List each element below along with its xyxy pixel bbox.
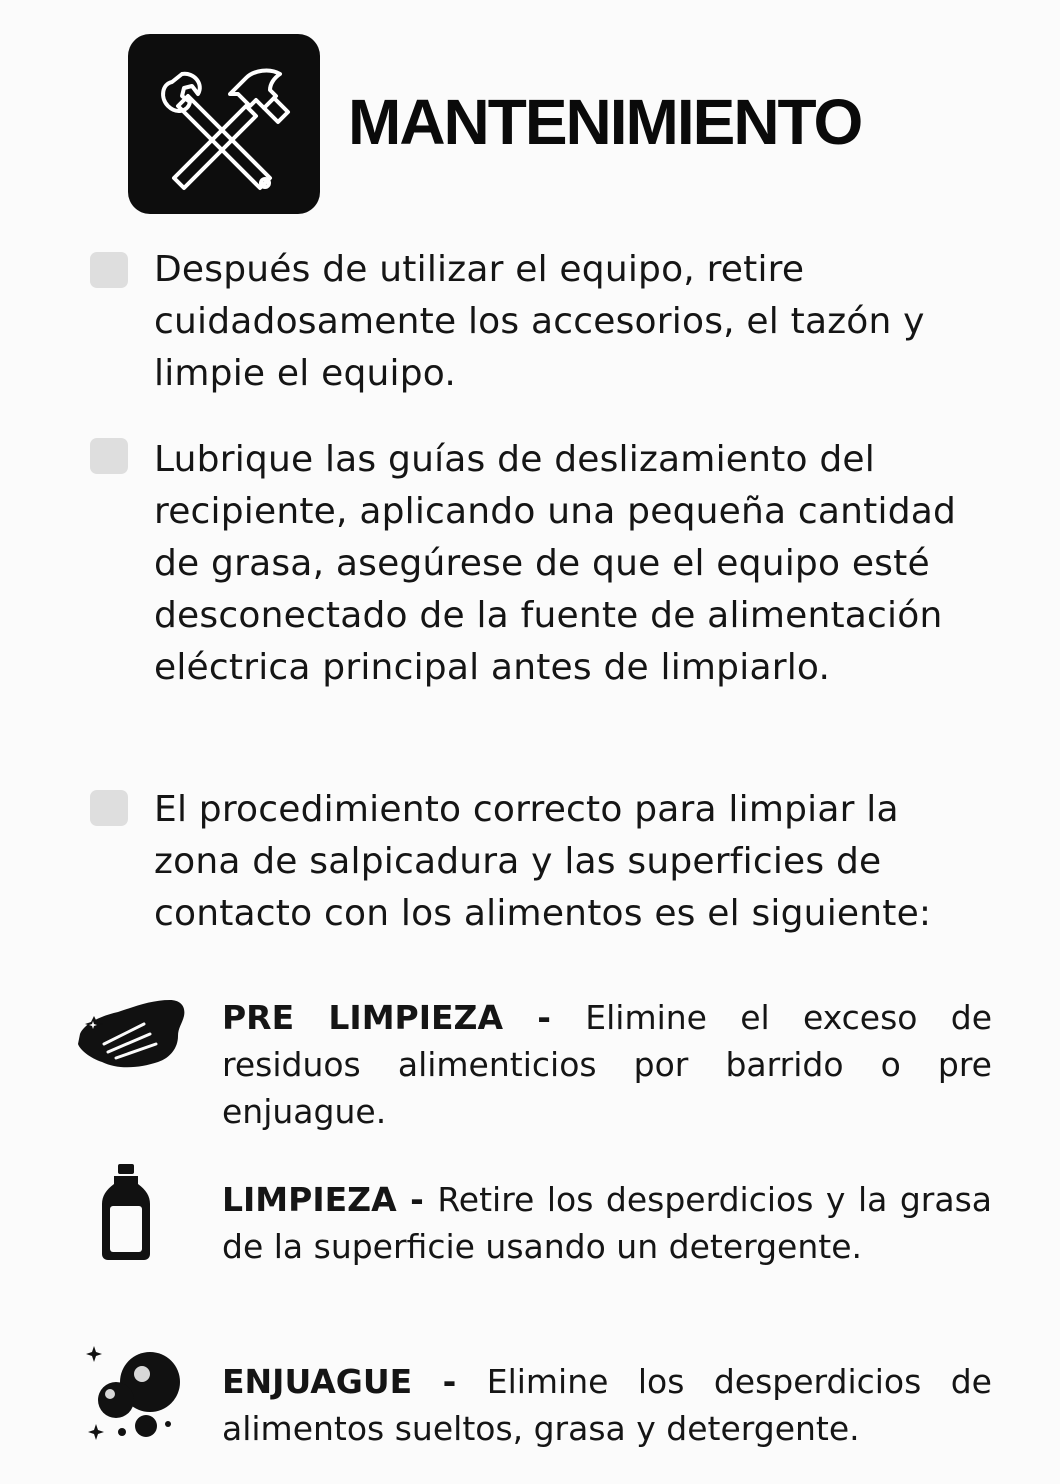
step-separator: - (412, 1362, 487, 1401)
step-title: LIMPIEZA (222, 1180, 397, 1219)
list-item: Después de utilizar el equipo, retire cuidadosamente los accesorios, el tazón y limpie el equipo. (154, 249, 925, 394)
page-title: MANTENIMIENTO (348, 86, 862, 158)
step-pre-limpieza (222, 994, 992, 1135)
step-title: ENJUAGUE (222, 1362, 413, 1401)
step-separator: - (396, 1180, 438, 1219)
list-item: El procedimiento correcto para limpiar la zona de salpicadura y las superficies de contacto con los alimentos es el siguiente: (154, 789, 932, 934)
step-limpieza (222, 1176, 992, 1270)
bullet-checkbox (90, 790, 128, 826)
step-enjuague (222, 1358, 992, 1452)
bubbles-icon (82, 1342, 186, 1450)
bullet-checkbox (90, 252, 128, 288)
hammer-wrench-icon (128, 34, 320, 214)
step-description: Retire los desperdicios y la grasa de la superficie usando un detergente. (222, 1180, 992, 1266)
hand-wiping-icon (74, 994, 188, 1082)
list-item: Lubrique las guías de deslizamiento del recipiente, aplicando una pequeña cantidad de grasa, asegúrese de que el equipo esté desconectado de la fuente de alimentación eléctrica principal antes de limpiarlo. (154, 439, 957, 688)
step-description: Elimine el exceso de residuos alimenticios por barrido o pre enjuague. (222, 998, 992, 1131)
step-title: PRE LIMPIEZA (222, 998, 504, 1037)
step-separator: - (503, 998, 586, 1037)
bullet-checkbox (90, 438, 128, 474)
detergent-bottle-icon (100, 1162, 152, 1266)
step-description: Elimine los desperdicios de alimentos sueltos, grasa y detergente. (222, 1362, 992, 1448)
